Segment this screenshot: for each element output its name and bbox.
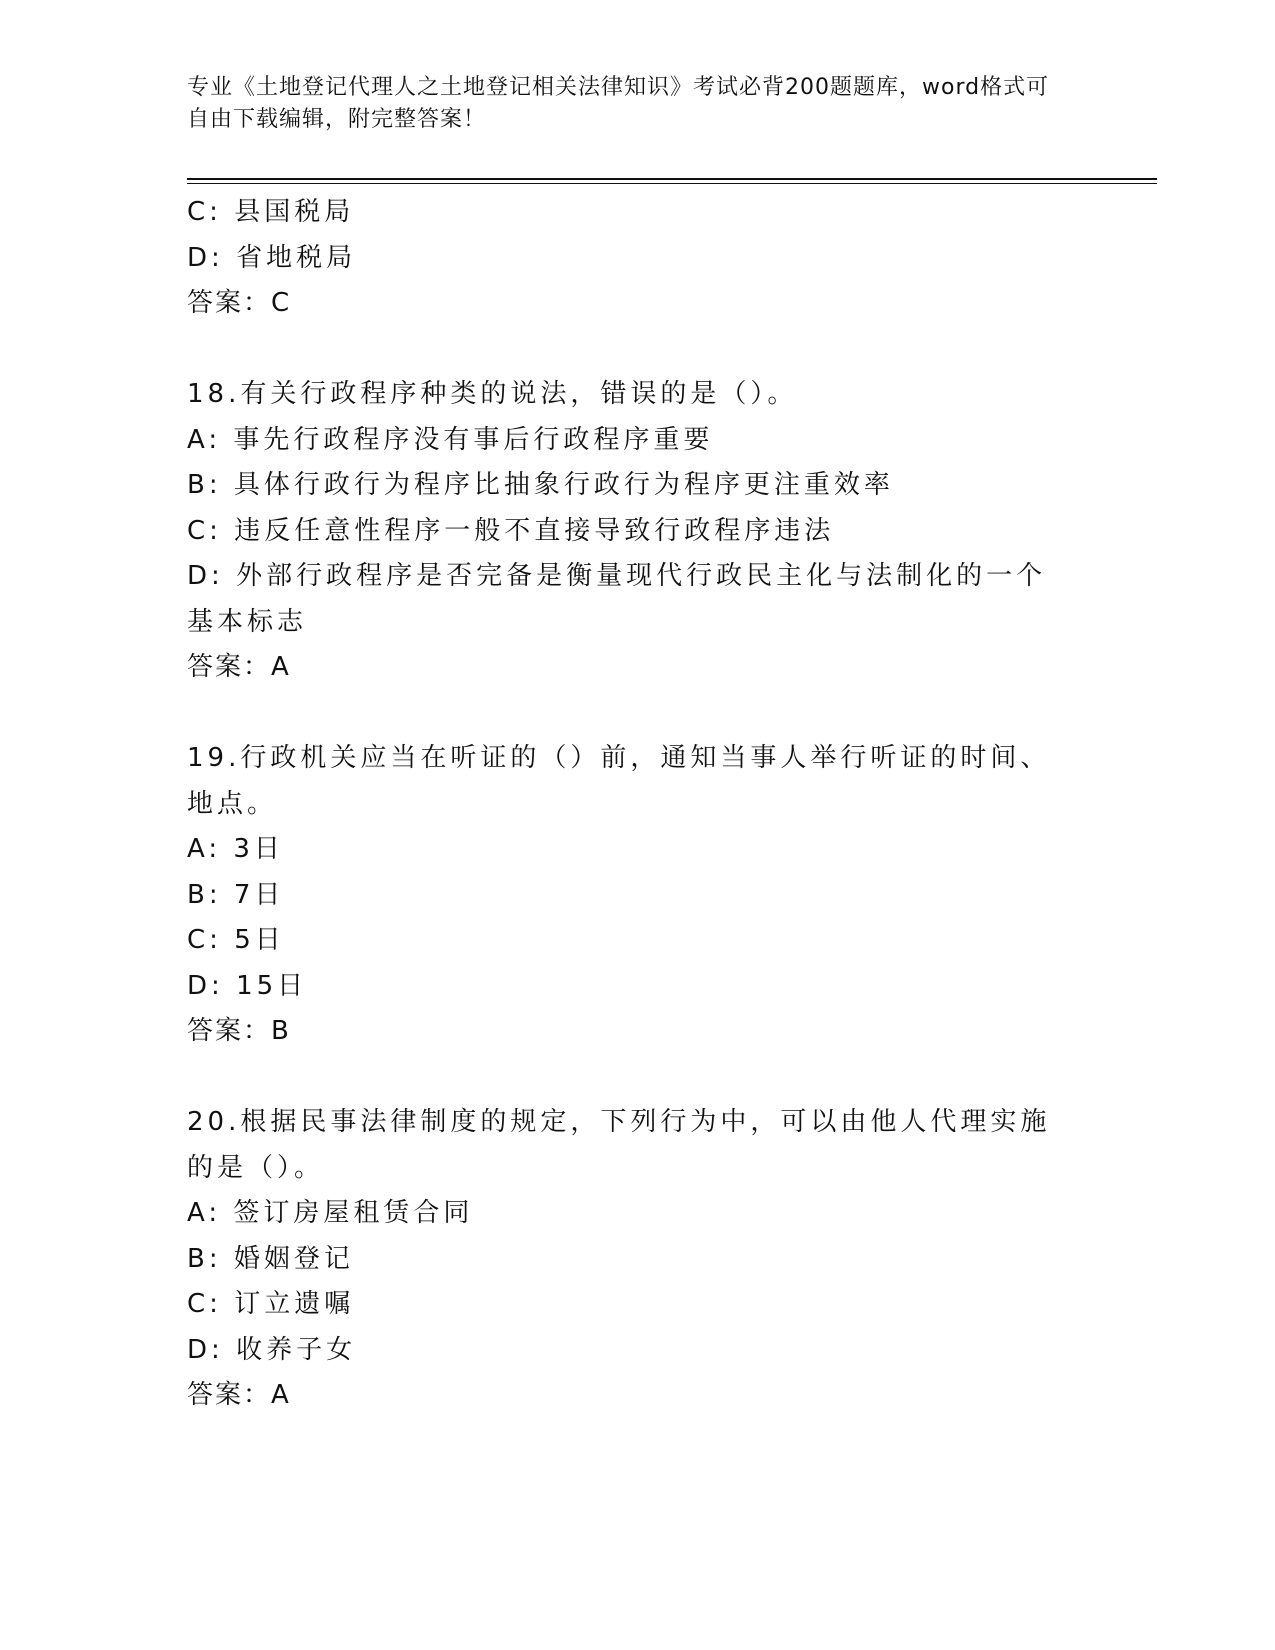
option-separator: : [211, 970, 237, 1001]
option-key: B [187, 879, 209, 910]
option-separator: : [211, 561, 237, 591]
answer-line: 答案：A [187, 652, 291, 682]
option-line [187, 418, 1067, 464]
option-separator: : [211, 1334, 237, 1365]
option-text: 3日 [233, 834, 284, 864]
spacer [187, 327, 1067, 373]
question-number: 19. [187, 743, 241, 773]
option-key: D [187, 561, 212, 591]
document-header [187, 72, 1067, 136]
option-line [187, 236, 1067, 282]
option-text: 签订房屋租赁合同 [233, 1198, 474, 1228]
answer-line: 答案：A [187, 1380, 291, 1410]
question-number: 20. [187, 1107, 241, 1137]
option-key: B [187, 1243, 209, 1274]
option-line [187, 1282, 1067, 1328]
option-key: D [187, 242, 212, 273]
option-key: A [187, 1198, 209, 1228]
question-text: 根据民事法律制度的规定，下列行为中，可以由他人代理实施的是（）。 [187, 1107, 1051, 1183]
option-separator: : [208, 470, 234, 500]
option-text: 订立遗嘱 [234, 1289, 355, 1319]
option-text: 5日 [234, 925, 285, 955]
option-text: 15日 [236, 970, 308, 1001]
option-key: C [187, 925, 210, 955]
option-text: 县国税局 [234, 197, 355, 227]
question-block-18 [187, 372, 1067, 691]
option-line [187, 554, 1067, 645]
option-line [187, 827, 1067, 873]
option-separator: : [208, 424, 234, 455]
question-stem [187, 736, 1067, 827]
option-separator: : [209, 1289, 235, 1319]
option-text: 外部行政程序是否完备是衡量现代行政民主化与法制化的一个基本标志 [187, 561, 1047, 637]
option-key: C [187, 1289, 210, 1319]
header-title: 专业《土地登记代理人之土地登记相关法律知识》考试必背200题题库，word格式可自由下载编辑，附完整答案！ [187, 75, 1050, 132]
option-key: D [187, 970, 212, 1001]
option-separator: : [208, 834, 234, 864]
option-key: A [187, 424, 209, 455]
option-key: C [187, 515, 210, 546]
option-key: C [187, 197, 210, 227]
option-text: 收养子女 [236, 1334, 357, 1365]
question-number: 18. [187, 379, 241, 409]
option-separator: : [208, 879, 234, 910]
option-separator: : [208, 1198, 234, 1228]
question-block-19 [187, 736, 1067, 1055]
header-divider-thick [187, 178, 1157, 180]
option-key: B [187, 470, 209, 500]
option-text: 违反任意性程序一般不直接导致行政程序违法 [234, 515, 835, 546]
question-stem [187, 372, 1067, 418]
option-line [187, 1237, 1067, 1283]
option-separator: : [209, 925, 235, 955]
option-line [187, 1191, 1067, 1237]
option-line [187, 509, 1067, 555]
option-text: 省地税局 [236, 242, 357, 273]
answer-line: 答案：C [187, 288, 292, 318]
option-text: 事先行政程序没有事后行政程序重要 [233, 424, 714, 455]
spacer [187, 691, 1067, 737]
option-line [187, 463, 1067, 509]
spacer [187, 1055, 1067, 1101]
option-text: 婚姻登记 [233, 1243, 354, 1274]
option-separator: : [208, 1243, 234, 1274]
option-line [187, 873, 1067, 919]
option-separator: : [209, 197, 235, 227]
answer-line: 答案：B [187, 1016, 291, 1046]
question-text: 行政机关应当在听证的（）前，通知当事人举行听证的时间、地点。 [187, 743, 1051, 819]
header-divider-thin [187, 183, 1157, 184]
option-line [187, 190, 1067, 236]
question-stem [187, 1100, 1067, 1191]
option-line [187, 918, 1067, 964]
prev-question-block [187, 190, 1067, 327]
option-line [187, 1328, 1067, 1374]
option-separator: : [211, 242, 237, 273]
option-separator: : [209, 515, 235, 546]
question-block-20 [187, 1100, 1067, 1419]
question-text: 有关行政程序种类的说法，错误的是（）。 [240, 379, 798, 409]
option-key: A [187, 834, 209, 864]
question-content [187, 190, 1067, 1419]
option-key: D [187, 1334, 212, 1365]
option-text: 7日 [233, 879, 285, 910]
option-text: 具体行政行为程序比抽象行政行为程序更注重效率 [233, 470, 894, 500]
option-line [187, 964, 1067, 1010]
